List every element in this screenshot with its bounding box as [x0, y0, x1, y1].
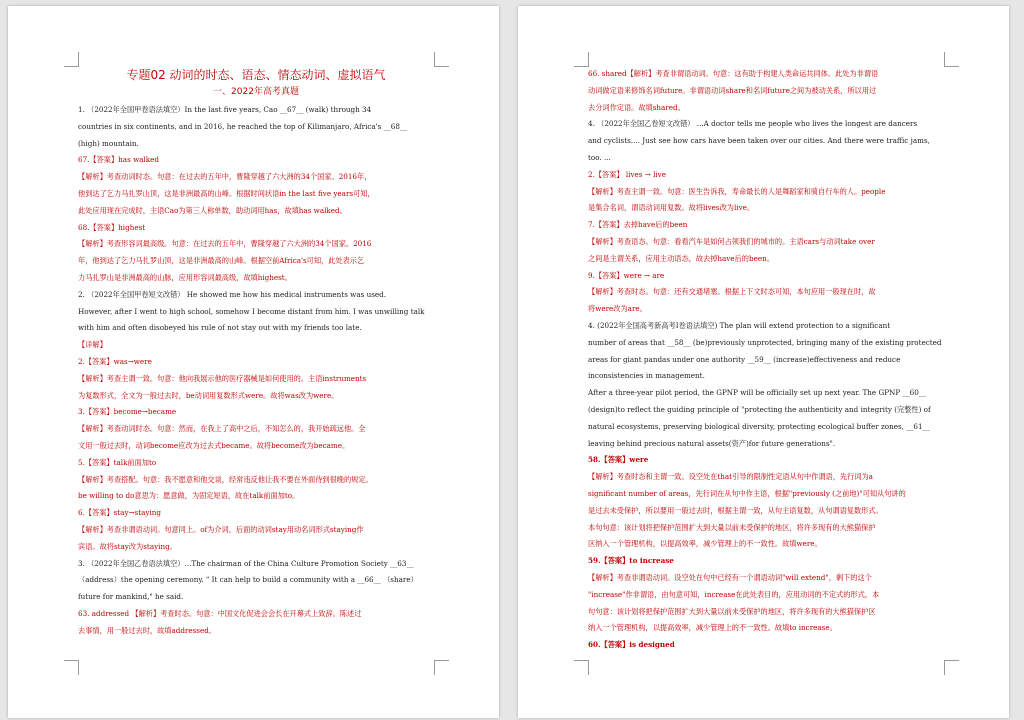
text-line: 句句意：该计划将把保护范围扩大到大量以前未受保护的地区，将许多现有的大熊猫保护区 — [588, 606, 876, 616]
text-line: 去分词作定语。故填shared。 — [588, 102, 685, 112]
text-line: 力马扎罗山是非洲最高的山脉，应用形容词最高级，故填highest。 — [78, 272, 292, 282]
text-line: 60.【答案】is designed — [588, 640, 675, 650]
text-line: 本句句意：该计划将把保护范围扩大到大量以前未受保护的地区，将许多现有的大熊猫保护 — [588, 522, 876, 532]
crop-mark-bottom-left — [64, 660, 79, 675]
text-line: 【解析】考查时态。句意：还有交通堵塞。根据上下文时态可知，本句应用一般现在时，故 — [588, 287, 876, 297]
text-line: 文用一般过去时，动词become应改为过去式became。故将become改为became。 — [78, 440, 350, 450]
text-line: However, after I went to high school, somehow I become distant from him. I was unwilling talk — [78, 306, 425, 316]
text-line: 58.【答案】were — [588, 455, 649, 465]
text-line: 【解析】考查动词时态。句意：在过去的五年中，曹隆穿越了六大洲的34个国家。2016年， — [78, 172, 372, 182]
text-line: 4. （2022年全国乙卷短文改错） ...A doctor tells me people who lives the longest are dancers — [588, 119, 918, 129]
text-line: (high) mountain. — [78, 138, 139, 148]
text-body — [588, 66, 944, 654]
text-line: "increase"作非谓语，由句意可知，increase在此处表目的，应用动词的不定式的形式，本 — [588, 589, 880, 599]
text-line: 【解析】考查主谓一致。句意：他向我展示他的医疗器械是如何使用的。主语instruments — [78, 373, 367, 383]
crop-mark-bottom-right — [944, 660, 959, 675]
document-page-right — [518, 6, 1009, 718]
text-line: 【解析】考查时态和主谓一致。设空处在that引导的限制性定语从句中作谓语，先行词为a — [588, 472, 873, 482]
text-line: （address）the opening ceremony. " It can help to build a community with a __66__ （share） — [78, 575, 418, 585]
text-line: (design)to reflect the guiding principle of "protecting the authenticity and integrity (完整性) of — [588, 404, 931, 414]
text-line: 【解析】考查动词时态。句意：然而，在我上了高中之后，不知怎么的，我开始疏远他。全 — [78, 424, 366, 434]
text-line: 7.【答案】去掉have后的been — [588, 220, 688, 230]
text-body — [78, 102, 434, 640]
text-line: 3.【答案】become→became — [78, 407, 177, 417]
text-line: 年，他到达了乞力马扎罗山顶，这是非洲最高的山峰。根据空前Africa's可知，此处表示乞 — [78, 256, 365, 266]
text-line: and cyclists.... Just see how cars have been taken over our cities. And there were traffic jams, — [588, 136, 930, 146]
text-line: 4. (2022年全国高考新高考I卷语法填空) The plan will extend protection to a significant — [588, 320, 891, 330]
crop-mark-top-right — [434, 52, 449, 67]
text-line: After a three-year pilot period, the GPNP will be officially set up next year. The GPNP __60__ — [588, 388, 926, 398]
text-line: 为复数形式，全文为一般过去时，be动词用复数形式were。故将was改为were。 — [78, 390, 339, 400]
text-line: 宾语。故将stay改为staying。 — [78, 541, 177, 551]
text-line: 9.【答案】were → are — [588, 270, 665, 280]
text-line: 他到达了乞力马扎罗山顶，这是非洲最高的山峰。根据时间状语in the last five years可知， — [78, 188, 375, 198]
text-line: 此处应用现在完成时，主语Cao为第三人称单数，助动词用has，故填has walked。 — [78, 205, 347, 215]
text-line: 动词做定语来修饰名词future。非谓语动词share和名词future之间为被动关系，所以用过 — [588, 85, 877, 95]
text-line: 59.【答案】to increase — [588, 556, 674, 566]
text-line: 【解析】考查非谓语动词。设空处在句中已经有一个谓语动词"will extend"，剩下的这个 — [588, 572, 872, 582]
text-line: 【解析】考查主谓一致。句意：医生告诉我，寿命最长的人是舞蹈家和骑自行车的人。people — [588, 186, 886, 196]
text-line: leaving behind precious natural assets(资产)for future generations". — [588, 438, 836, 448]
text-line: 【解析】考查形容词最高级。句意：在过去的五年中，曹隆穿越了六大洲的34个国家。2016 — [78, 239, 372, 249]
text-line: 区纳入一个管理机构，以提高效率，减少管理上的不一致性。故填were。 — [588, 539, 822, 549]
text-line: 是集合名词，谓语动词用复数。故将lives改为live。 — [588, 203, 755, 213]
text-line: with him and often disobeyed his rule of not stay out with my friends too late. — [78, 323, 362, 333]
document-page-left — [8, 6, 499, 718]
text-line: 之间是主谓关系，应用主动语态，故去掉have后的been。 — [588, 253, 774, 263]
text-line: be willing to do意思为：愿意做，为固定短语，故在talk前面加to。 — [78, 491, 300, 501]
text-line: 5.【答案】talk前面加to — [78, 457, 157, 467]
text-line: natural ecosystems, preserving biological diversity, protecting ecological buffer zones, __61__ — [588, 421, 930, 431]
text-line: 67.【答案】has walked — [78, 155, 160, 165]
crop-mark-bottom-left — [574, 660, 589, 675]
text-line: 63. addressed 【解析】考查时态。句意：中国文化促进会会长在开幕式上致辞。陈述过 — [78, 608, 362, 618]
page-content — [588, 66, 944, 654]
text-line: significant number of areas，先行词在从句中作主语，根据"previously (之前地)"可知从句讲的 — [588, 488, 906, 498]
crop-mark-top-left — [64, 52, 79, 67]
section-heading: 一、2022年高考真题 — [213, 87, 299, 97]
crop-mark-top-right — [944, 52, 959, 67]
text-line: countries in six continents, and in 2016, he reached the top of Kilimanjaro, Africa's __68__ — [78, 121, 408, 131]
text-line: 1. （2022年全国甲卷语法填空）In the last five years, Cao __67__ (walk) through 34 — [78, 105, 372, 114]
text-line: 【解析】考查非谓语动词。句意同上。of为介词，后面的动词stay用动名词形式staying作 — [78, 524, 364, 534]
text-line: 2. （2022年全国甲卷短文改错） He showed me how his medical instruments was used. — [78, 289, 387, 299]
text-line: 是过去未受保护，所以要用一般过去时，根据主谓一致，从句主语复数，从句谓语复数形式。 — [588, 505, 883, 515]
page-content — [78, 66, 434, 640]
text-line: 6.【答案】stay→staying — [78, 508, 162, 518]
text-line: 2.【答案】was→were — [78, 356, 152, 366]
text-line: future for mankind," he said. — [78, 592, 184, 602]
text-line: 【解析】考查搭配。句意：我不愿意和他交谈，经常违反他让我不要在外面待到很晚的规定。 — [78, 474, 373, 484]
text-line: 66. shared【解析】考查非谓语动词。句意：这有助于构建人类命运共同体。此处为非谓语 — [588, 69, 879, 78]
text-line: number of areas that __58__ (be)previously unprotected, bringing many of the existing protected — [588, 337, 942, 347]
text-line: areas for giant pandas under one authority __59__ (increase)effectiveness and reduce — [588, 354, 901, 364]
text-line: 【详解】 — [78, 340, 107, 350]
text-line: 2.【答案】 lives → live — [588, 169, 666, 179]
text-line: 去事情，用一般过去时，故填addressed。 — [78, 625, 217, 635]
text-line: 将were改为are。 — [588, 304, 647, 314]
text-line: 68.【答案】highest — [78, 222, 146, 232]
text-line: 【解析】考查语态。句意：看看汽车是如何占领我们的城市的。主语cars与动词take over — [588, 236, 875, 246]
text-line: too. ... — [588, 152, 611, 162]
text-line: inconsistencies in management. — [588, 371, 705, 381]
text-line: 纳入一个管理机构，以提高效率，减少管理上的不一致性。故填to increase。 — [588, 623, 837, 633]
page-title: 专题02 动词的时态、语态、情态动词、虚拟语气 — [126, 68, 386, 82]
crop-mark-bottom-right — [434, 660, 449, 675]
text-line: 3. （2022年全国乙卷语法填空）...The chairman of the China Culture Promotion Society __63__ — [78, 558, 414, 568]
crop-mark-top-left — [574, 52, 589, 67]
